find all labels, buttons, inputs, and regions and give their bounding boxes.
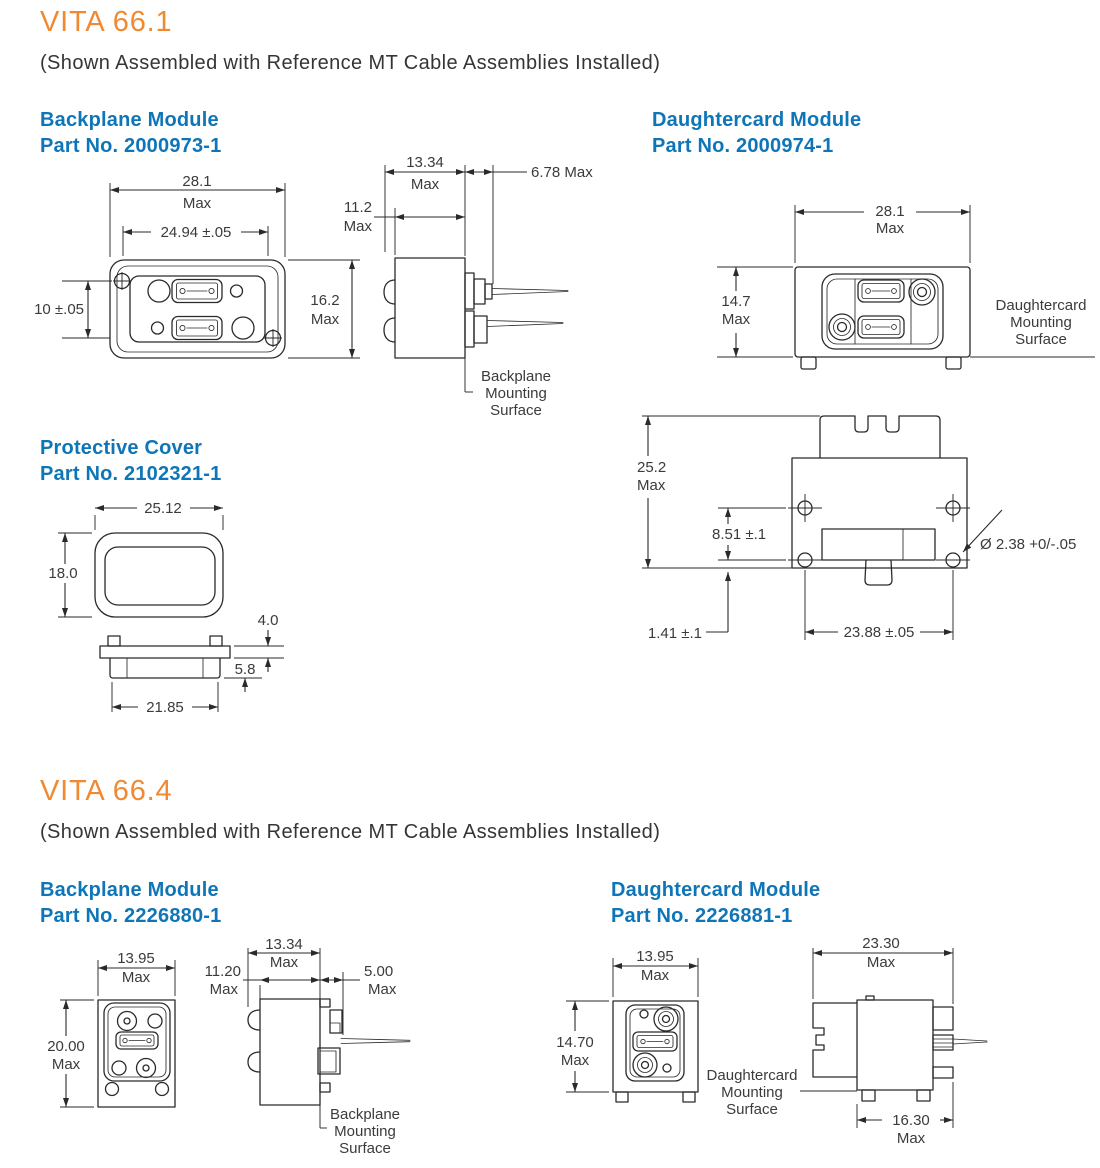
dim-side-depth-qual: Max	[343, 218, 372, 235]
protective-cover-views	[20, 480, 350, 730]
heading-daughtercard-module-661	[652, 108, 861, 159]
mount-label-line1: Backplane	[480, 368, 552, 385]
part-name: Daughtercard Module	[652, 109, 862, 131]
dim-cover-base-width: 21.85	[146, 699, 184, 716]
dim-protrusion: 5.00	[364, 963, 394, 980]
dim-cover-lip: 4.0	[257, 612, 279, 629]
backplane-side-dims	[344, 154, 594, 419]
part-number: Part No. 2226881-1	[611, 904, 793, 927]
dim-side-depth: 11.20	[204, 963, 241, 980]
part-name: Protective Cover	[40, 437, 203, 459]
dim-rear-height: 25.2	[637, 459, 667, 476]
dim-base-width: 16.30	[892, 1112, 930, 1129]
section-subtitle-vita661: (Shown Assembled with Reference MT Cable Assemblies Installed)	[40, 52, 661, 74]
dim-hole-offset: 1.41 ±.1	[647, 625, 702, 642]
dim-front-width: 13.95	[117, 950, 155, 967]
backplane-dims	[47, 936, 400, 1157]
dim-cover-height: 18.0	[48, 565, 78, 582]
dim-front-width-qual: Max	[640, 967, 670, 984]
dim-height-qual: Max	[721, 311, 751, 328]
dim-cover-body: 5.8	[234, 661, 256, 678]
dim-hole-dia: Ø 2.38 +0/-.05	[980, 536, 1077, 553]
daughtercard-front-art	[613, 1001, 698, 1102]
heading-backplane-module-664	[40, 878, 221, 929]
vita661-backplane-front-view	[0, 150, 380, 380]
dim-hole-span-v: 10 ±.05	[34, 301, 84, 318]
dim-width-qual: Max	[182, 195, 212, 212]
heading-daughtercard-module-664	[611, 878, 820, 929]
daughtercard-side-art	[813, 996, 987, 1101]
daughtercard-rear-art	[788, 416, 970, 585]
dim-side-width-qual: Max	[410, 176, 440, 193]
dim-side-depth-qual: Max	[209, 981, 238, 998]
section-title-vita664: VITA 66.4	[40, 775, 173, 807]
backplane-front-art	[110, 260, 285, 358]
mount-label-line3: Surface	[1015, 331, 1067, 348]
dim-front-height-qual: Max	[560, 1052, 590, 1069]
vita661-backplane-side-view	[330, 140, 660, 425]
part-name: Daughtercard Module	[611, 879, 821, 901]
mount-label-line3: Surface	[339, 1140, 391, 1157]
dim-side-width: 23.30	[862, 935, 900, 952]
dim-front-width-qual: Max	[121, 969, 151, 986]
dim-rear-height-qual: Max	[637, 477, 666, 494]
daughtercard-dims	[556, 935, 953, 1147]
vita661-daughtercard-front-view	[700, 195, 1100, 375]
dim-side-width: 13.34	[265, 936, 303, 953]
section-subtitle-vita664: (Shown Assembled with Reference MT Cable Assemblies Installed)	[40, 821, 661, 843]
part-number: Part No. 2226880-1	[40, 904, 222, 927]
dim-front-height: 20.00	[47, 1038, 85, 1055]
dim-side-depth: 11.2	[343, 199, 372, 216]
mount-label-line2: Mounting	[1010, 314, 1072, 331]
part-name: Backplane Module	[40, 879, 219, 901]
mount-label-line2: Mounting	[721, 1084, 783, 1101]
dim-base-width-qual: Max	[896, 1130, 926, 1147]
dim-width: 28.1	[182, 173, 212, 190]
dim-side-width-qual: Max	[866, 954, 896, 971]
section-title-vita661: VITA 66.1	[40, 6, 173, 38]
dim-front-width: 13.95	[636, 948, 674, 965]
dim-front-height-qual: Max	[51, 1056, 81, 1073]
dim-hole-span-h: 23.88 ±.05	[843, 624, 915, 641]
dim-protrusion-qual: Max	[368, 981, 397, 998]
part-number: Part No. 2000974-1	[652, 134, 834, 157]
dim-protrusion: 6.78 Max	[531, 164, 593, 181]
dim-side-width: 13.34	[406, 154, 444, 171]
backplane-front-dims	[34, 173, 360, 358]
dim-height: 14.7	[721, 293, 751, 310]
dim-width-qual: Max	[875, 220, 905, 237]
cover-top-art	[95, 533, 223, 617]
dim-cover-width: 25.12	[144, 500, 182, 517]
mount-label-line2: Mounting	[485, 385, 547, 402]
part-number: Part No. 2102321-1	[40, 462, 222, 485]
mount-label-line3: Surface	[726, 1101, 778, 1118]
dim-height: 16.2	[310, 292, 340, 309]
dim-hole-span-v: 8.51 ±.1	[712, 526, 767, 543]
part-number: Part No. 2000973-1	[40, 134, 222, 157]
dim-side-width-qual: Max	[269, 954, 299, 971]
mount-label-line1: Daughtercard	[995, 297, 1087, 314]
mount-label-line1: Backplane	[329, 1106, 401, 1123]
vita664-backplane-views	[20, 925, 450, 1168]
backplane-front-art	[98, 1000, 175, 1107]
vita664-daughtercard-views	[540, 925, 1100, 1168]
mount-label-line3: Surface	[490, 402, 542, 419]
cover-side-art	[100, 636, 230, 678]
dim-width: 28.1	[875, 203, 905, 220]
dim-front-height: 14.70	[556, 1034, 594, 1051]
part-name: Backplane Module	[40, 109, 219, 131]
vita661-daughtercard-rear-view	[620, 395, 1100, 660]
dim-hole-span: 24.94 ±.05	[160, 224, 232, 241]
mount-label-line1: Daughtercard	[706, 1067, 798, 1084]
mount-label-line2: Mounting	[334, 1123, 396, 1140]
daughtercard-front-art	[795, 267, 970, 369]
daughtercard-front-dims	[717, 203, 1095, 357]
dim-height-qual: Max	[310, 311, 340, 328]
